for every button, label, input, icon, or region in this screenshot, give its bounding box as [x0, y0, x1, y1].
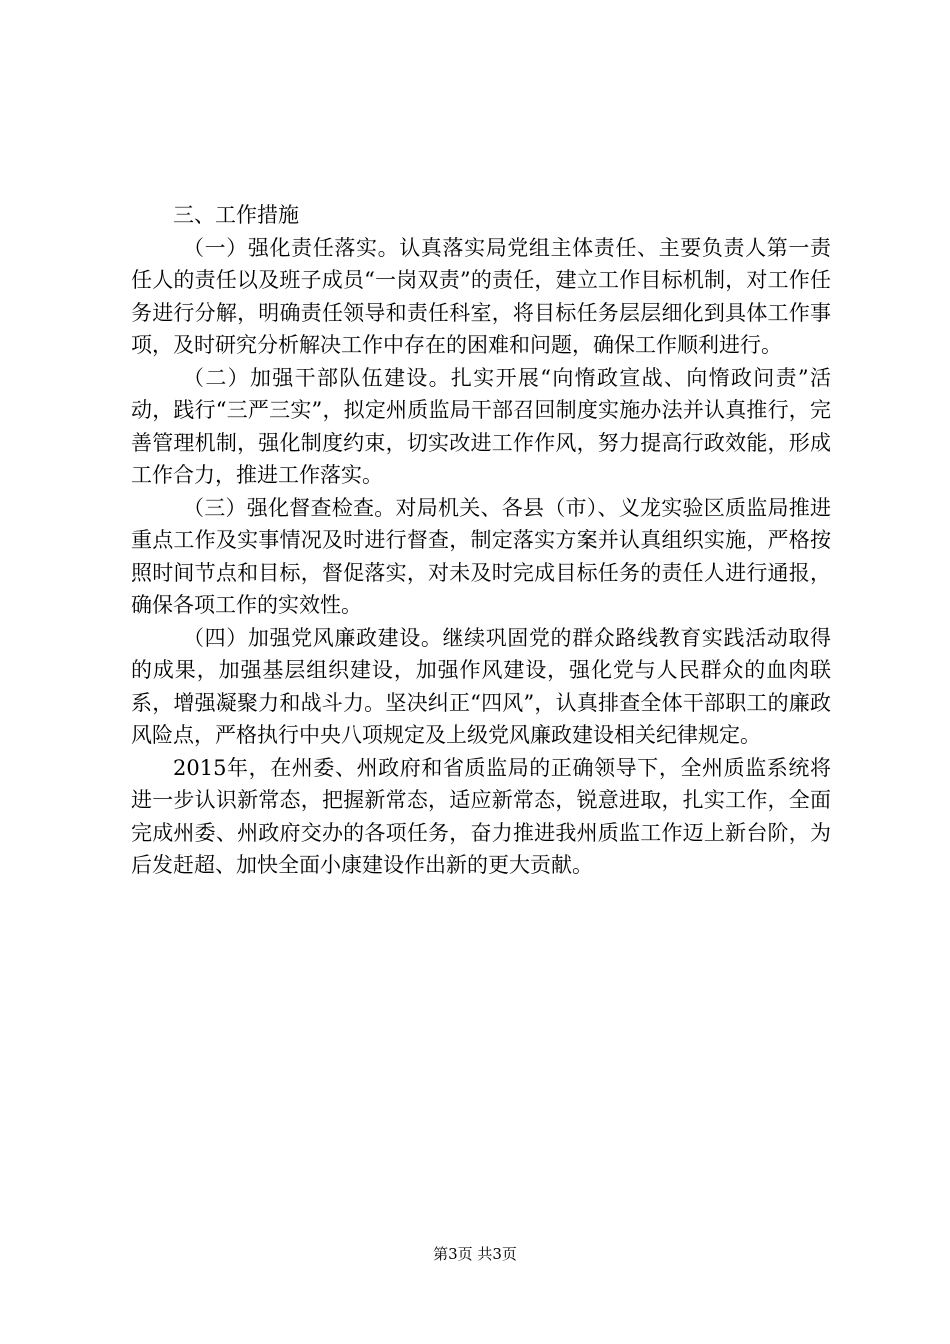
paragraph-clean-government: （四）加强党风廉政建设。继续巩固党的群众路线教育实践活动取得的成果，加强基层组织建设，加强作风建设，强化党与人民群众的血肉联系，增强凝聚力和战斗力。坚决纠正“四风”，认真排查全体干部职工的廉政风险点，严格执行中央八项规定及上级党风廉政建设相关纪律规定。 — [131, 625, 831, 747]
paragraph-cadre-team: （二）加强干部队伍建设。扎实开展“向惰政宣战、向惰政问责”活动，践行“三严三实”，拟定州质监局干部召回制度实施办法并认真推行，完善管理机制，强化制度约束，切实改进工作作风，努力提高行政效能，形成工作合力，推进工作落实。 — [131, 365, 831, 487]
section-heading: 三、工作措施 — [173, 203, 299, 227]
paragraph-supervision: （三）强化督查检查。对局机关、各县（市）、义龙实验区质监局推进重点工作及实事情况及时进行督查，制定落实方案并认真组织实施，严格按照时间节点和目标，督促落实，对未及时完成目标任务的责任人进行通报，确保各项工作的实效性。 — [131, 495, 831, 617]
page-footer: 第3页 共3页 — [433, 1245, 517, 1263]
paragraph-conclusion: 2015年，在州委、州政府和省质监局的正确领导下，全州质监系统将进一步认识新常态，把握新常态，适应新常态，锐意进取，扎实工作，全面完成州委、州政府交办的各项任务，奋力推进我州质监工作迈上新台阶，为后发赶超、加快全面小康建设作出新的更大贡献。 — [131, 755, 831, 877]
paragraph-responsibility: （一）强化责任落实。认真落实局党组主体责任、主要负责人第一责任人的责任以及班子成员“一岗双责”的责任，建立工作目标机制，对工作任务进行分解，明确责任领导和责任科室，将目标任务层层细化到具体工作事项，及时研究分析解决工作中存在的困难和问题，确保工作顺利进行。 — [131, 235, 831, 357]
document-body — [131, 199, 831, 882]
